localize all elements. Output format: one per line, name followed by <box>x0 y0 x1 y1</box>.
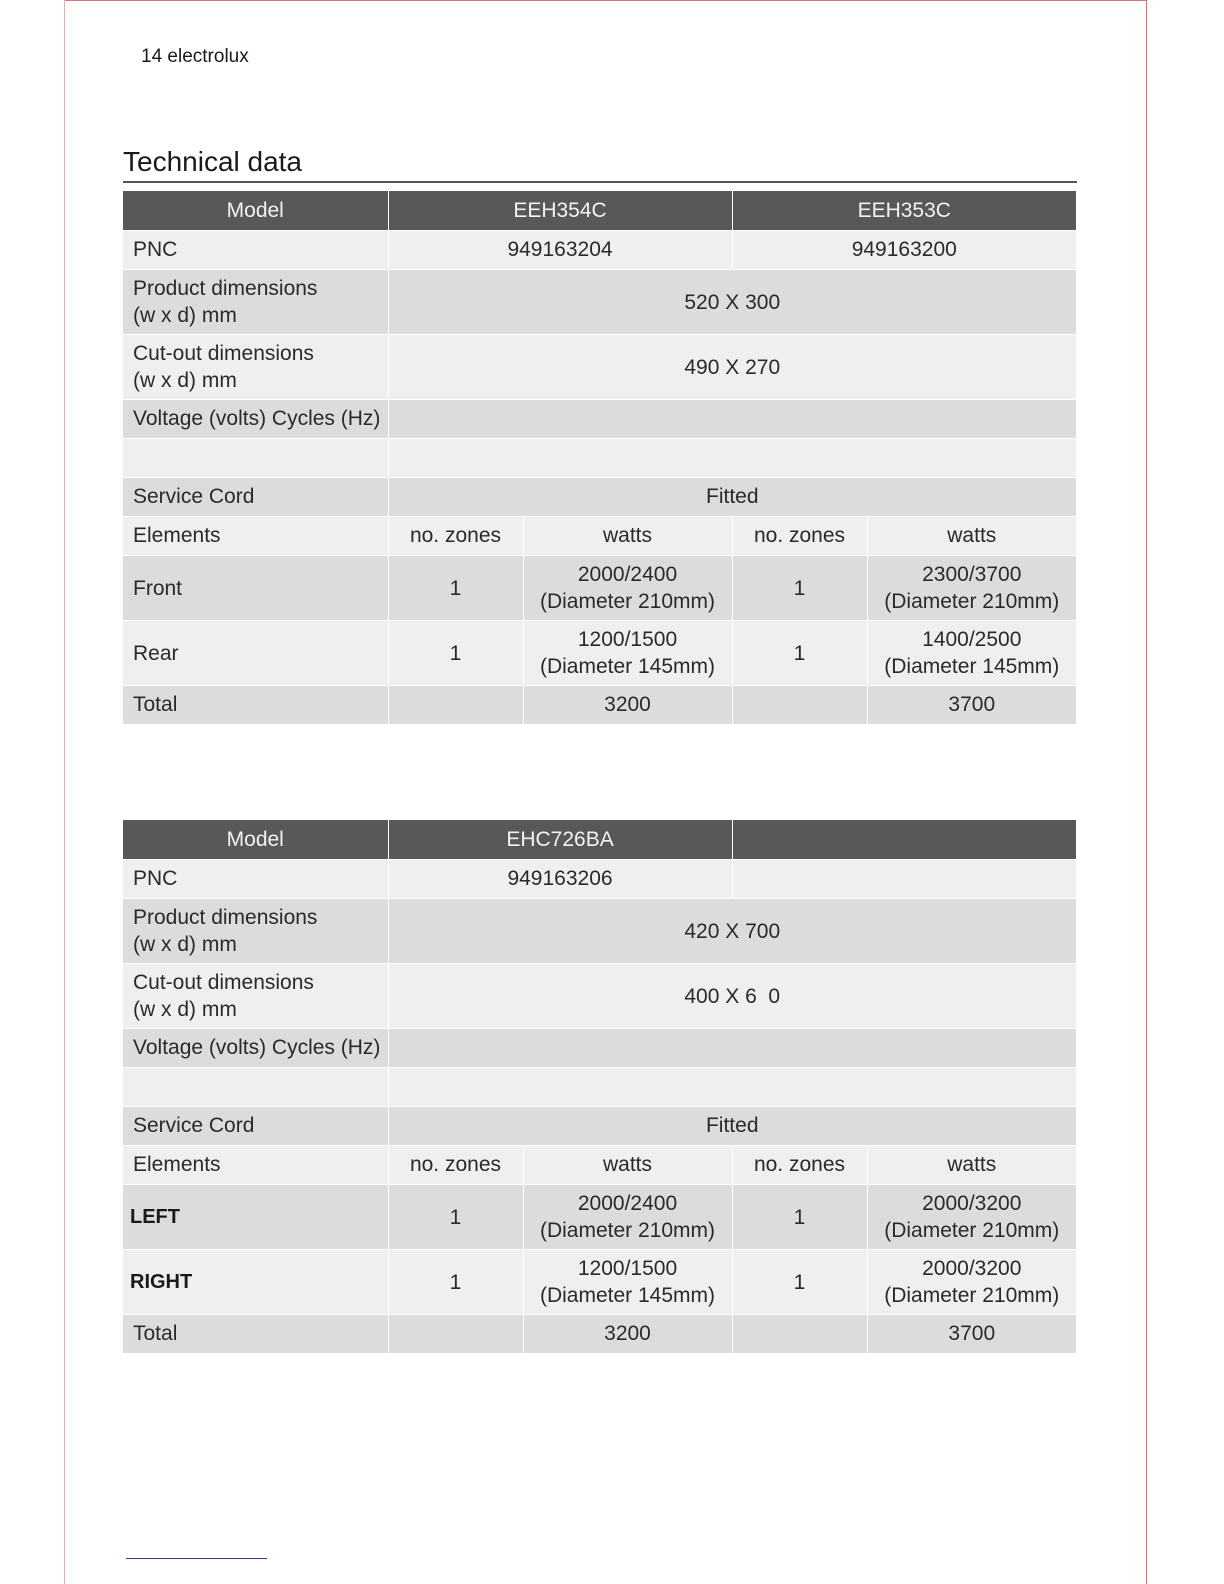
row-label: RIGHT <box>123 1250 388 1315</box>
zones-value: 1 <box>388 556 523 621</box>
empty-cell <box>388 686 523 725</box>
watts-line: 2000/3200 <box>922 1192 1022 1215</box>
pnc-value: 949163204 <box>388 231 732 270</box>
model-name: EHC726BA <box>388 820 732 860</box>
table-row <box>123 335 1076 400</box>
empty-cell <box>732 860 1076 899</box>
page-border-right <box>1146 0 1147 1584</box>
empty-cell <box>123 439 388 478</box>
table-row <box>123 270 1076 335</box>
row-label: Front <box>123 556 388 621</box>
model-name: EEH353C <box>732 191 1076 231</box>
table-row <box>123 899 1076 964</box>
table-row <box>123 556 1076 621</box>
page-border-left <box>64 0 65 1584</box>
total-value: 3200 <box>523 1315 732 1354</box>
watts-value <box>523 1250 732 1315</box>
watts-line: (Diameter 210mm) <box>539 590 716 613</box>
zones-value: 1 <box>732 556 867 621</box>
model-name <box>732 820 1076 860</box>
watts-value <box>867 556 1076 621</box>
column-header: watts <box>867 517 1076 556</box>
watts-line: (Diameter 210mm) <box>539 1219 716 1242</box>
watts-line: (Diameter 210mm) <box>884 590 1060 613</box>
watts-value <box>867 1250 1076 1315</box>
title-divider <box>123 181 1077 183</box>
row-label: Elements <box>123 517 388 556</box>
table-row <box>123 1107 1076 1146</box>
table-row <box>123 1315 1076 1354</box>
row-label: Service Cord <box>123 478 388 517</box>
table-row <box>123 517 1076 556</box>
row-label: PNC <box>123 860 388 899</box>
watts-line: (Diameter 145mm) <box>884 655 1060 678</box>
watts-value <box>523 1185 732 1250</box>
total-value: 3700 <box>867 1315 1076 1354</box>
product-dimensions-value: 520 X 300 <box>388 270 1076 335</box>
row-label-line: (w x d) mm <box>133 998 237 1021</box>
page-header: 14 electrolux <box>141 46 249 67</box>
row-label: Rear <box>123 621 388 686</box>
table-row <box>123 1029 1076 1068</box>
row-label: Voltage (volts) Cycles (Hz) <box>123 400 388 439</box>
row-label-line: Cut-out dimensions <box>133 342 314 365</box>
table-row <box>123 860 1076 899</box>
row-label: Total <box>123 686 388 725</box>
table-row <box>123 1185 1076 1250</box>
zones-value: 1 <box>732 621 867 686</box>
watts-line: 2000/2400 <box>577 563 678 586</box>
table-header-row <box>123 191 1076 231</box>
row-label-line: (w x d) mm <box>133 304 237 327</box>
column-header: watts <box>867 1146 1076 1185</box>
row-label: PNC <box>123 231 388 270</box>
watts-line: 1200/1500 <box>577 628 678 651</box>
model-label: Model <box>123 191 388 231</box>
row-label <box>123 270 388 335</box>
row-label-line: (w x d) mm <box>133 369 237 392</box>
service-cord-value: Fitted <box>388 478 1076 517</box>
empty-cell <box>388 1315 523 1354</box>
table-row <box>123 964 1076 1029</box>
table-row <box>123 231 1076 270</box>
column-header: watts <box>523 517 732 556</box>
row-label: Elements <box>123 1146 388 1185</box>
model-name: EEH354C <box>388 191 732 231</box>
table-row <box>123 1250 1076 1315</box>
row-label: LEFT <box>123 1185 388 1250</box>
total-value: 3200 <box>523 686 732 725</box>
table-row <box>123 1068 1076 1107</box>
zones-value: 1 <box>732 1250 867 1315</box>
voltage-value <box>388 1029 1076 1068</box>
product-dimensions-value: 420 X 700 <box>388 899 1076 964</box>
page-border-top <box>64 0 1147 1</box>
zones-value: 1 <box>388 621 523 686</box>
column-header: no. zones <box>388 517 523 556</box>
row-label-line: Product dimensions <box>133 277 318 300</box>
service-cord-value: Fitted <box>388 1107 1076 1146</box>
total-value: 3700 <box>867 686 1076 725</box>
cutout-dimensions-value: 490 X 270 <box>388 335 1076 400</box>
empty-cell <box>388 1068 1076 1107</box>
pnc-value: 949163200 <box>732 231 1076 270</box>
watts-line: (Diameter 145mm) <box>539 655 716 678</box>
watts-line: 2300/3700 <box>922 563 1022 586</box>
voltage-value <box>388 400 1076 439</box>
zones-value: 1 <box>388 1185 523 1250</box>
table-row <box>123 439 1076 478</box>
table-row <box>123 621 1076 686</box>
table-row <box>123 400 1076 439</box>
row-label-line: Cut-out dimensions <box>133 971 314 994</box>
column-header: watts <box>523 1146 732 1185</box>
watts-line: (Diameter 210mm) <box>884 1219 1060 1242</box>
watts-value <box>867 621 1076 686</box>
watts-line: 1400/2500 <box>922 628 1022 651</box>
section-title: Technical data <box>123 146 303 177</box>
table-row <box>123 686 1076 725</box>
watts-line: 2000/2400 <box>577 1192 678 1215</box>
row-label <box>123 899 388 964</box>
empty-cell <box>732 686 867 725</box>
watts-line: (Diameter 210mm) <box>884 1284 1060 1307</box>
row-label-line: Product dimensions <box>133 906 318 929</box>
watts-line: 2000/3200 <box>922 1257 1022 1280</box>
technical-data-table-2 <box>123 820 1076 1354</box>
zones-value: 1 <box>732 1185 867 1250</box>
table-row <box>123 1146 1076 1185</box>
row-label: Total <box>123 1315 388 1354</box>
row-label: Service Cord <box>123 1107 388 1146</box>
table-row <box>123 478 1076 517</box>
watts-line: (Diameter 145mm) <box>539 1284 716 1307</box>
technical-data-table-1 <box>123 191 1076 725</box>
row-label-line: (w x d) mm <box>133 933 237 956</box>
watts-value <box>523 556 732 621</box>
table-header-row <box>123 820 1076 860</box>
column-header: no. zones <box>388 1146 523 1185</box>
watts-line: 1200/1500 <box>577 1257 678 1280</box>
watts-value <box>523 621 732 686</box>
empty-cell <box>388 439 1076 478</box>
zones-value: 1 <box>388 1250 523 1315</box>
row-label <box>123 335 388 400</box>
cutout-dimensions-value: 400 X 6 0 <box>388 964 1076 1029</box>
watts-value <box>867 1185 1076 1250</box>
column-header: no. zones <box>732 1146 867 1185</box>
footer-rule <box>126 1558 267 1559</box>
column-header: no. zones <box>732 517 867 556</box>
empty-cell <box>732 1315 867 1354</box>
empty-cell <box>123 1068 388 1107</box>
row-label <box>123 964 388 1029</box>
model-label: Model <box>123 820 388 860</box>
row-label: Voltage (volts) Cycles (Hz) <box>123 1029 388 1068</box>
pnc-value: 949163206 <box>388 860 732 899</box>
